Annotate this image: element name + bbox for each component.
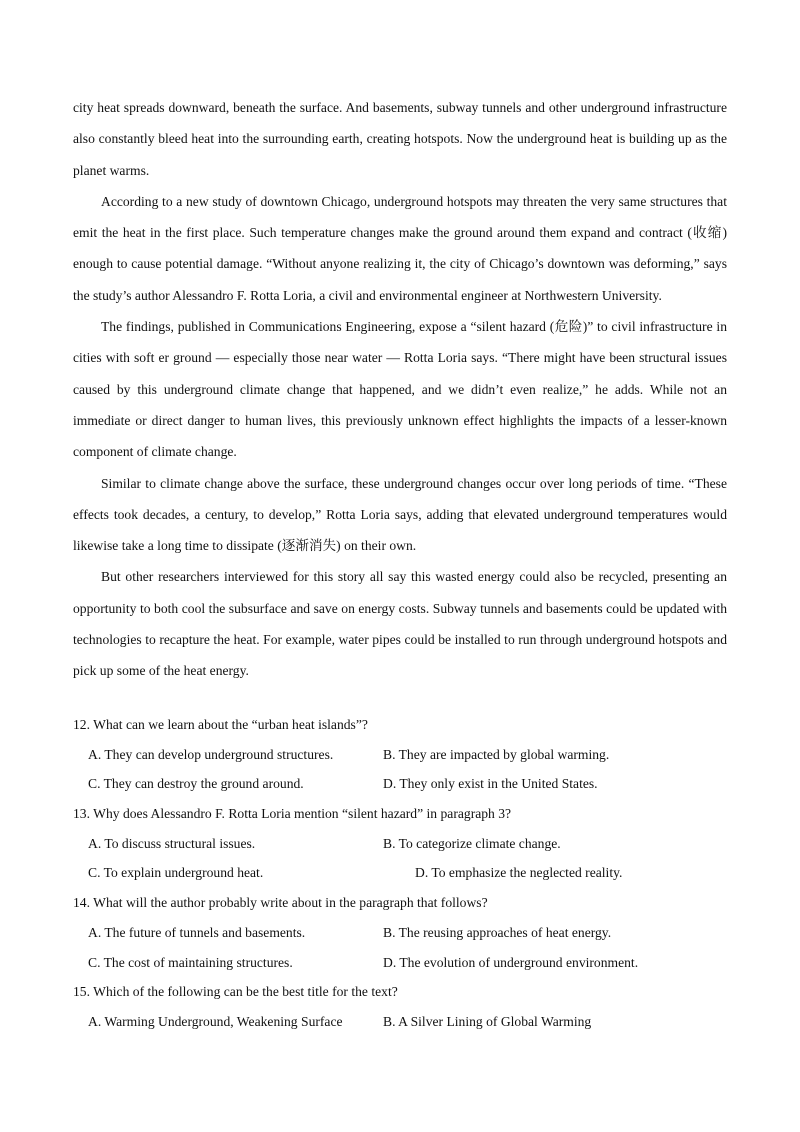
question-13-option-d: D. To emphasize the neglected reality. [415, 865, 623, 881]
question-13-option-b: B. To categorize climate change. [383, 835, 561, 851]
question-14-options-row-2 [73, 948, 727, 978]
question-15-option-b: B. A Silver Lining of Global Warming [383, 1013, 592, 1029]
question-14-option-c: C. The cost of maintaining structures. [88, 954, 293, 970]
question-12-stem: 12. What can we learn about the “urban heat islands”? [73, 717, 368, 732]
passage-paragraph-4: Similar to climate change above the surface, these underground changes occur over long periods of time. “These effects took decades, a century, to develop,” Rotta Loria says, adding that elevated underground temperatures would likewise take a long time to dissipate (逐渐消失) on their own. [73, 475, 727, 554]
passage-paragraph-1: city heat spreads downward, beneath the surface. And basements, subway tunnels and other underground infrastructure also constantly bleed heat into the surrounding earth, creating hotspots. Now the underground heat is building up as the planet warms. [73, 100, 727, 178]
question-13-options-row-1 [73, 829, 727, 859]
question-12-options-row-1 [73, 740, 727, 770]
question-14-stem: 14. What will the author probably write about in the paragraph that follows? [73, 895, 488, 911]
question-15-options-row-1 [73, 1007, 727, 1037]
question-12-options-row-2 [73, 769, 727, 799]
question-15-stem: 15. Which of the following can be the best title for the text? [73, 984, 398, 1000]
question-14-option-d: D. The evolution of underground environment. [383, 954, 639, 970]
question-12-option-a: A. They can develop underground structures. [88, 746, 334, 762]
reading-passage [73, 92, 727, 687]
question-list [73, 710, 727, 1037]
question-13-options-row-2 [73, 858, 727, 888]
question-13-option-c: C. To explain underground heat. [88, 865, 264, 881]
question-14-option-b: B. The reusing approaches of heat energy. [383, 924, 612, 940]
question-12-option-b: B. They are impacted by global warming. [383, 746, 610, 762]
question-13-stem: 13. Why does Alessandro F. Rotta Loria mention “silent hazard” in paragraph 3? [73, 806, 512, 822]
question-12-option-d: D. They only exist in the United States. [383, 776, 598, 792]
question-12-option-c: C. They can destroy the ground around. [88, 776, 304, 792]
passage-paragraph-3: The findings, published in Communications Engineering, expose a “silent hazard (危险)” to civil infrastructure in cities with soft er ground — especially those near water — Rotta Loria says. “There might have been structural issues caused by this underground climate change that happened, and we didn’t even realize,” he adds. While not an immediate or direct danger to human lives, this previously unknown effect highlights the impacts of a lesser-known component of climate change. [73, 319, 727, 460]
question-15-option-a: A. Warming Underground, Weakening Surface [88, 1013, 343, 1029]
question-14-options-row-1 [73, 918, 727, 948]
passage-paragraph-5: But other researchers interviewed for this story all say this wasted energy could also be recycled, presenting an opportunity to both cool the subsurface and save on energy costs. Subway tunnels and basements could be updated with technologies to recapture the heat. For example, water pipes could be installed to run through underground hotspots and pick up some of the heat energy. [73, 569, 727, 679]
question-14-option-a: A. The future of tunnels and basements. [88, 924, 306, 940]
passage-paragraph-2: According to a new study of downtown Chicago, underground hotspots may threaten the very same structures that emit the heat in the first place. Such temperature changes make the ground around them expand and contract (收缩) enough to cause potential damage. “Without anyone realizing it, the city of Chicago’s downtown was deforming,” says the study’s author Alessandro F. Rotta Loria, a civil and environmental engineer at Northwestern University. [73, 193, 727, 303]
question-13-option-a: A. To discuss structural issues. [88, 835, 256, 851]
